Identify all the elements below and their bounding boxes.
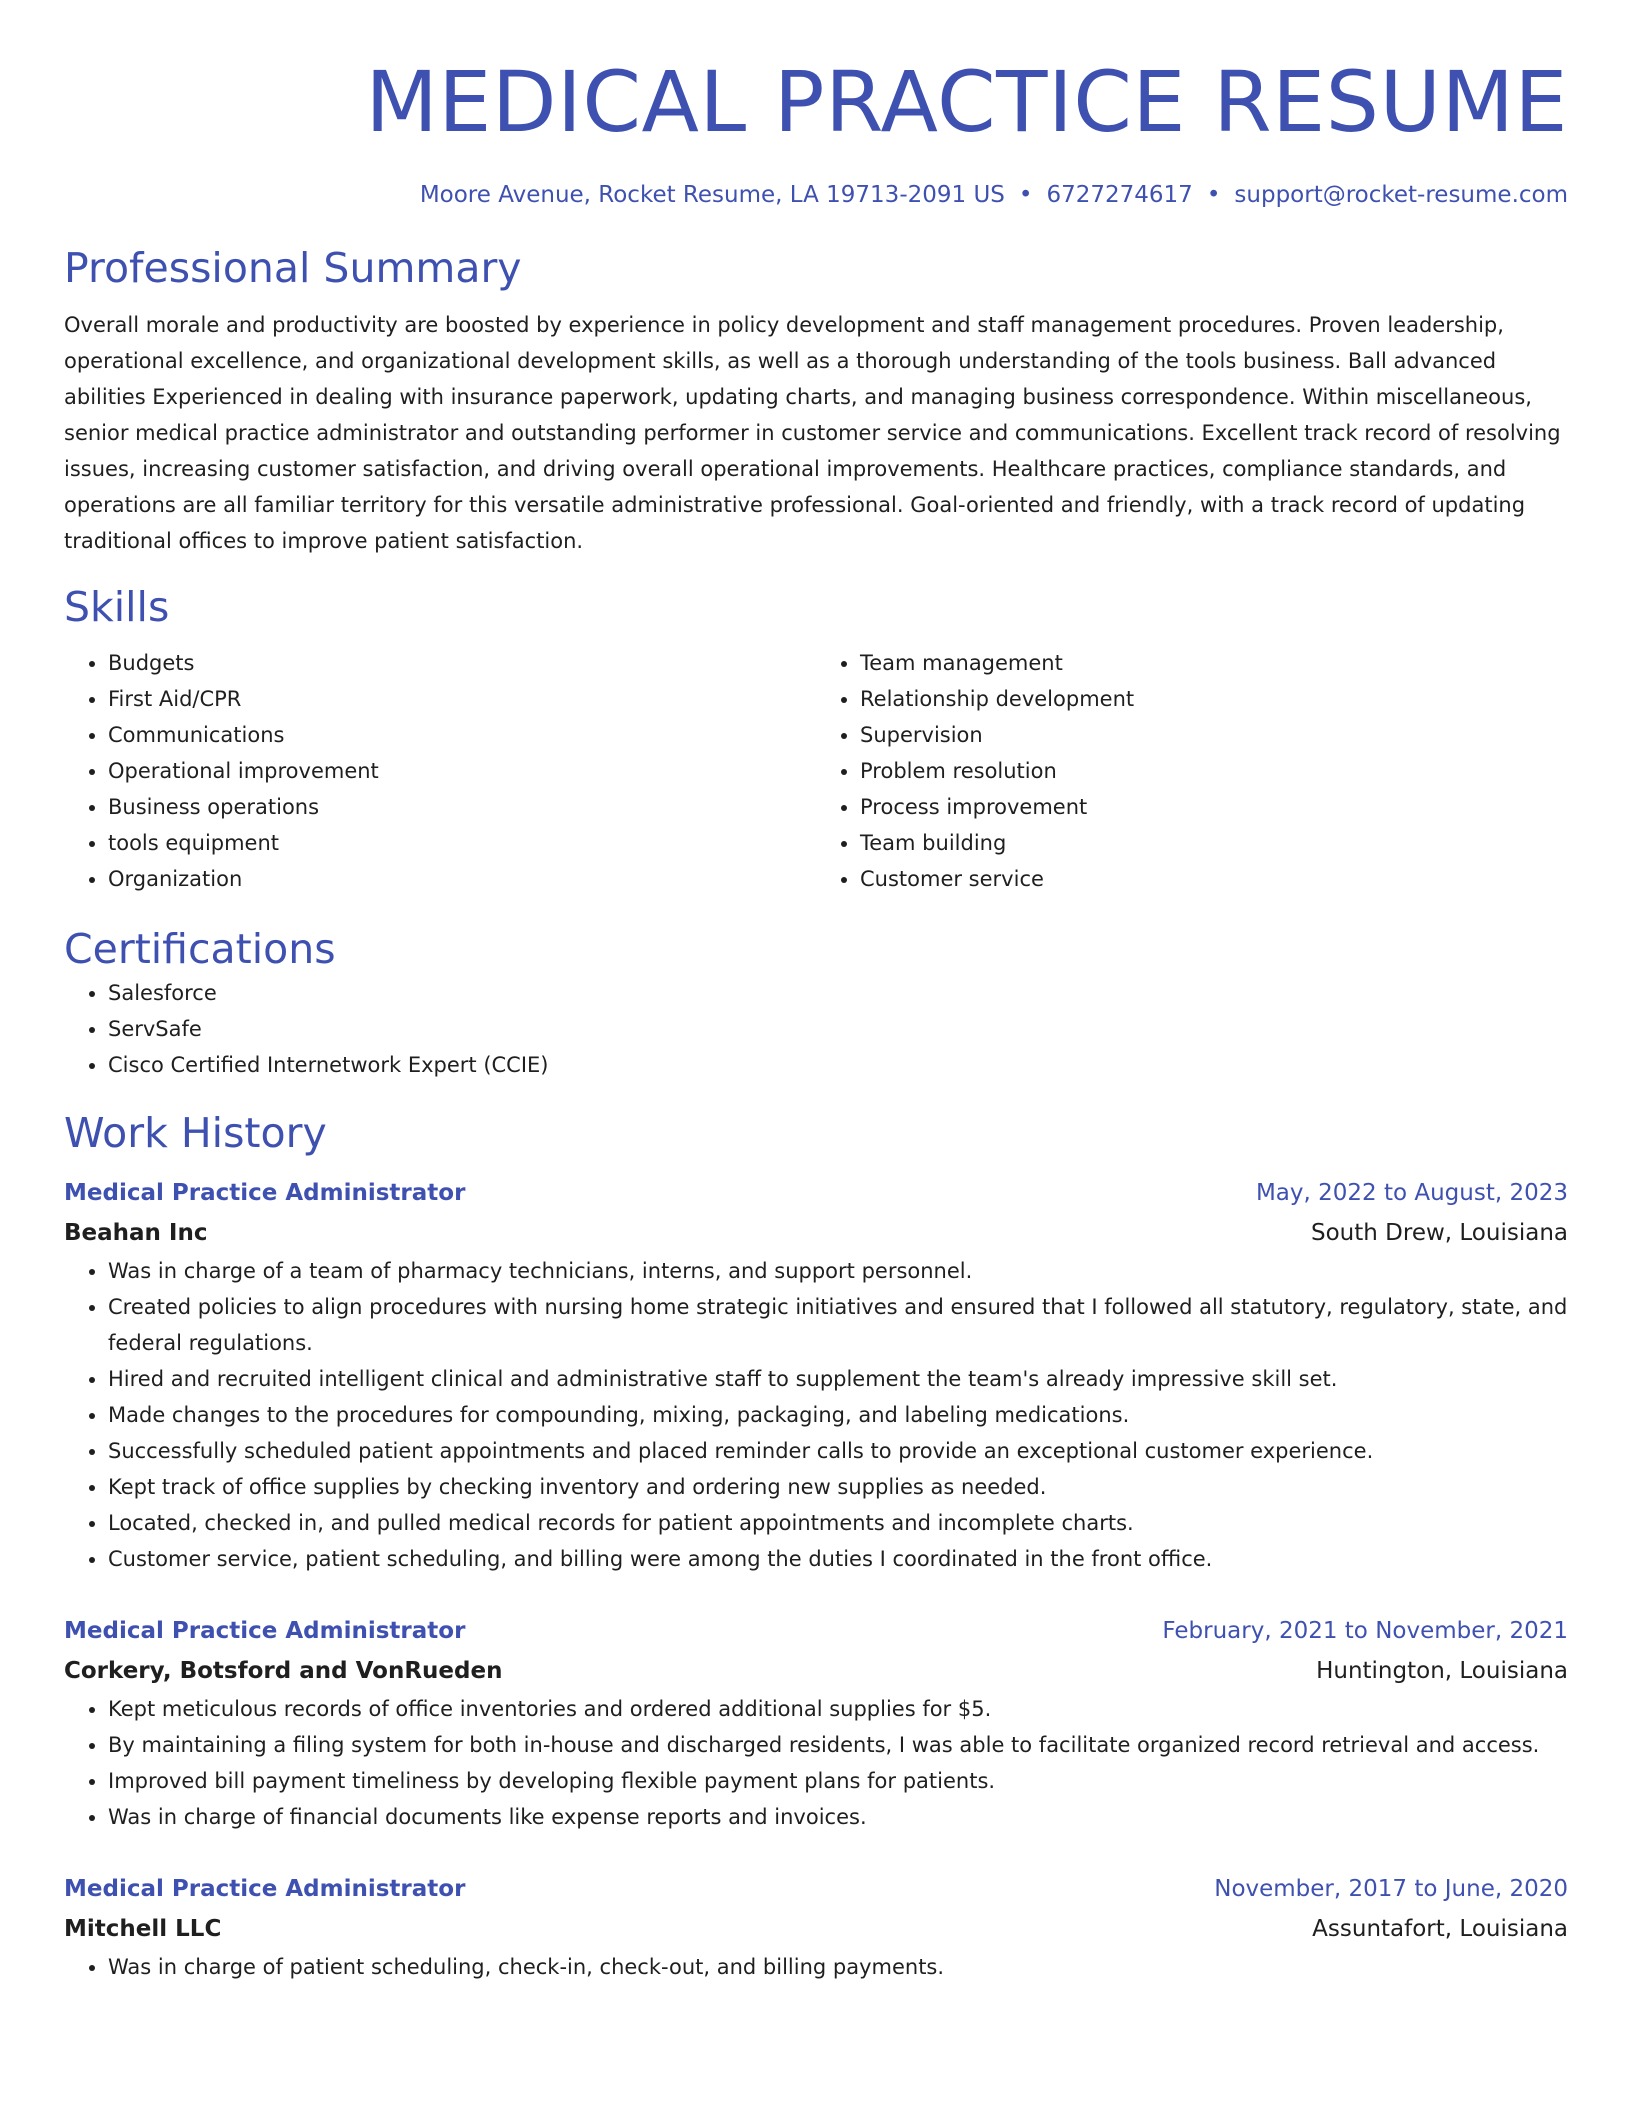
work-history-heading: Work History <box>64 1109 327 1157</box>
skill-item: • First Aid/CPR <box>108 681 816 717</box>
job-company: Beahan Inc <box>64 1220 208 1246</box>
job-company: Corkery, Botsford and VonRueden <box>64 1658 503 1684</box>
job-title: Medical Practice Administrator <box>64 1876 466 1902</box>
job-duty: • Made changes to the procedures for compounding, mixing, packaging, and labeling medications. <box>108 1397 1568 1433</box>
job-title: Medical Practice Administrator <box>64 1618 466 1644</box>
job-entry <box>64 1869 1568 1985</box>
job-duties-list <box>64 1949 1568 1985</box>
job-title: Medical Practice Administrator <box>64 1180 466 1206</box>
job-entry <box>64 1173 1568 1577</box>
job-duty: • Kept meticulous records of office inventories and ordered additional supplies for $5. <box>108 1691 1568 1727</box>
job-location: Assuntafort, Louisiana <box>1312 1916 1568 1942</box>
certification-item: • Cisco Certified Internetwork Expert (CCIE) <box>108 1047 1568 1083</box>
skills-heading: Skills <box>64 583 170 631</box>
summary-text: Overall morale and productivity are boosted by experience in policy development and staff management procedures. Proven leadership, operational excellence, and organizational development skills, as well as a thorough understanding of the tools business. Ball advanced abilities Experienced in dealing with insurance paperwork, updating charts, and managing business correspondence. Within miscellaneous, senior medical practice administrator and outstanding performer in customer service and communications. Excellent track record of resolving issues, increasing customer satisfaction, and driving overall operational improvements. Healthcare practices, compliance standards, and operations are all familiar territory for this versatile administrative professional. Goal-oriented and friendly, with a track record of updating traditional offices to improve patient satisfaction. <box>64 313 1561 553</box>
job-duty: • Was in charge of patient scheduling, check-in, check-out, and billing payments. <box>108 1949 1568 1985</box>
contact-separator: • <box>1018 182 1033 208</box>
job-company-row <box>64 1651 1568 1691</box>
contact-line <box>64 180 1568 210</box>
skill-item: • Process improvement <box>860 789 1568 825</box>
job-dates: May, 2022 to August, 2023 <box>1255 1180 1568 1206</box>
certifications-heading: Certifications <box>64 925 336 973</box>
skill-item: • Team building <box>860 825 1568 861</box>
skill-item: • Supervision <box>860 717 1568 753</box>
job-duty: • By maintaining a filing system for both in-house and discharged residents, I was able to facilitate organized record retrieval and access. <box>108 1727 1568 1763</box>
resume-page <box>64 0 1568 1985</box>
job-location: South Drew, Louisiana <box>1311 1220 1568 1246</box>
job-company: Mitchell LLC <box>64 1916 222 1942</box>
job-company-row <box>64 1909 1568 1949</box>
skill-item: • Organization <box>108 861 816 897</box>
contact-separator: • <box>1206 182 1221 208</box>
job-duty: • Hired and recruited intelligent clinical and administrative staff to supplement the team's already impressive skill set. <box>108 1361 1568 1397</box>
job-duty: • Was in charge of a team of pharmacy technicians, interns, and support personnel. <box>108 1253 1568 1289</box>
job-duty: • Was in charge of financial documents like expense reports and invoices. <box>108 1799 1568 1835</box>
job-company-row <box>64 1213 1568 1253</box>
job-location: Huntington, Louisiana <box>1316 1658 1568 1684</box>
skill-item: • Relationship development <box>860 681 1568 717</box>
skill-item: • Operational improvement <box>108 753 816 789</box>
job-header-row <box>64 1611 1568 1651</box>
job-duty: • Successfully scheduled patient appointments and placed reminder calls to provide an exceptional customer experience. <box>108 1433 1568 1469</box>
job-duty: • Kept track of office supplies by checking inventory and ordering new supplies as needed. <box>108 1469 1568 1505</box>
skill-item: • Budgets <box>108 645 816 681</box>
job-header-row <box>64 1869 1568 1909</box>
skills-list-right <box>816 645 1568 897</box>
job-duty: • Located, checked in, and pulled medical records for patient appointments and incomplete charts. <box>108 1505 1568 1541</box>
skills-list-left <box>64 645 816 897</box>
job-duty: • Improved bill payment timeliness by developing flexible payment plans for patients. <box>108 1763 1568 1799</box>
job-entry <box>64 1611 1568 1835</box>
resume-title: MEDICAL PRACTICE RESUME <box>365 53 1568 151</box>
job-dates: February, 2021 to November, 2021 <box>1162 1618 1568 1644</box>
certification-item: • ServSafe <box>108 1011 1568 1047</box>
job-duties-list <box>64 1253 1568 1577</box>
certifications-list <box>64 975 1568 1083</box>
contact-phone: 6727274617 <box>1046 182 1193 208</box>
job-duties-list <box>64 1691 1568 1835</box>
skill-item: • Problem resolution <box>860 753 1568 789</box>
skill-item: • Communications <box>108 717 816 753</box>
skills-columns <box>64 645 1568 897</box>
job-duty: • Customer service, patient scheduling, and billing were among the duties I coordinated in the front office. <box>108 1541 1568 1577</box>
job-duty: • Created policies to align procedures with nursing home strategic initiatives and ensured that I followed all statutory, regulatory, state, and federal regulations. <box>108 1289 1568 1361</box>
contact-address: Moore Avenue, Rocket Resume, LA 19713-2091 US <box>419 182 1005 208</box>
job-dates: November, 2017 to June, 2020 <box>1214 1876 1568 1902</box>
certification-item: • Salesforce <box>108 975 1568 1011</box>
skill-item: • Customer service <box>860 861 1568 897</box>
skill-item: • Team management <box>860 645 1568 681</box>
summary-heading: Professional Summary <box>64 244 522 292</box>
job-header-row <box>64 1173 1568 1213</box>
contact-email: support@rocket-resume.com <box>1234 182 1568 208</box>
skill-item: • Business operations <box>108 789 816 825</box>
skill-item: • tools equipment <box>108 825 816 861</box>
